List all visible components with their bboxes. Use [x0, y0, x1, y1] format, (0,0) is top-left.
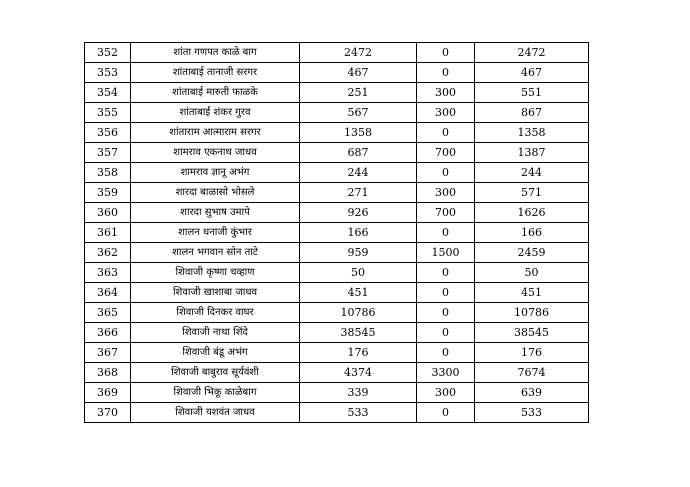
amount-b-cell: 0 — [417, 223, 475, 243]
serial-number-cell: 356 — [85, 123, 131, 143]
total-amount-cell: 2459 — [475, 243, 589, 263]
table-row — [85, 43, 589, 63]
amount-a-cell: 567 — [300, 103, 417, 123]
table-row — [85, 183, 589, 203]
serial-number-cell: 369 — [85, 383, 131, 403]
amount-b-cell: 0 — [417, 323, 475, 343]
total-amount-cell: 7674 — [475, 363, 589, 383]
member-name-cell: शारदा सुभाष उमापे — [131, 203, 300, 223]
serial-number-cell: 357 — [85, 143, 131, 163]
serial-number-cell: 367 — [85, 343, 131, 363]
amount-b-cell: 0 — [417, 163, 475, 183]
member-name-cell: शिवाजी यशवंत जाधव — [131, 403, 300, 423]
amount-a-cell: 687 — [300, 143, 417, 163]
member-name-cell: शिवाजी खाशाबा जाधव — [131, 283, 300, 303]
table-row — [85, 83, 589, 103]
table-row — [85, 203, 589, 223]
amount-b-cell: 300 — [417, 183, 475, 203]
table-row — [85, 323, 589, 343]
total-amount-cell: 533 — [475, 403, 589, 423]
amount-a-cell: 1358 — [300, 123, 417, 143]
ledger-table — [84, 42, 589, 423]
serial-number-cell: 363 — [85, 263, 131, 283]
member-name-cell: शांताराम आत्माराम सरगर — [131, 123, 300, 143]
serial-number-cell: 353 — [85, 63, 131, 83]
member-name-cell: शिवाजी दिनकर वाघर — [131, 303, 300, 323]
serial-number-cell: 366 — [85, 323, 131, 343]
table-row — [85, 403, 589, 423]
serial-number-cell: 359 — [85, 183, 131, 203]
amount-b-cell: 1500 — [417, 243, 475, 263]
amount-a-cell: 4374 — [300, 363, 417, 383]
member-name-cell: शिवाजी बंडू अभंग — [131, 343, 300, 363]
amount-a-cell: 10786 — [300, 303, 417, 323]
amount-b-cell: 0 — [417, 263, 475, 283]
member-name-cell: शारदा बाळासो भोसले — [131, 183, 300, 203]
member-name-cell: शांताबाई मारुती फाळके — [131, 83, 300, 103]
member-name-cell: शामराव ज्ञानू अभंग — [131, 163, 300, 183]
amount-a-cell: 176 — [300, 343, 417, 363]
amount-b-cell: 0 — [417, 123, 475, 143]
serial-number-cell: 354 — [85, 83, 131, 103]
amount-b-cell: 0 — [417, 403, 475, 423]
total-amount-cell: 571 — [475, 183, 589, 203]
amount-a-cell: 959 — [300, 243, 417, 263]
serial-number-cell: 355 — [85, 103, 131, 123]
amount-b-cell: 3300 — [417, 363, 475, 383]
amount-a-cell: 244 — [300, 163, 417, 183]
member-name-cell: शांताबाई शंकर गुरव — [131, 103, 300, 123]
amount-b-cell: 700 — [417, 143, 475, 163]
serial-number-cell: 352 — [85, 43, 131, 63]
member-name-cell: शिवाजी बाबुराव सूर्यवंशी — [131, 363, 300, 383]
table-row — [85, 123, 589, 143]
table-row — [85, 143, 589, 163]
amount-a-cell: 2472 — [300, 43, 417, 63]
member-name-cell: शालन भगवान सोन ताटे — [131, 243, 300, 263]
amount-b-cell: 0 — [417, 63, 475, 83]
table-row — [85, 383, 589, 403]
total-amount-cell: 166 — [475, 223, 589, 243]
table-row — [85, 283, 589, 303]
amount-b-cell: 300 — [417, 103, 475, 123]
amount-a-cell: 38545 — [300, 323, 417, 343]
total-amount-cell: 1387 — [475, 143, 589, 163]
member-name-cell: शिवाजी भिकू काळेबाग — [131, 383, 300, 403]
total-amount-cell: 451 — [475, 283, 589, 303]
amount-b-cell: 0 — [417, 343, 475, 363]
table-row — [85, 103, 589, 123]
total-amount-cell: 50 — [475, 263, 589, 283]
ledger-table-body — [85, 43, 589, 423]
amount-b-cell: 300 — [417, 83, 475, 103]
serial-number-cell: 370 — [85, 403, 131, 423]
member-name-cell: शांताबाई तानाजी सरगर — [131, 63, 300, 83]
total-amount-cell: 176 — [475, 343, 589, 363]
total-amount-cell: 1626 — [475, 203, 589, 223]
total-amount-cell: 244 — [475, 163, 589, 183]
serial-number-cell: 365 — [85, 303, 131, 323]
serial-number-cell: 358 — [85, 163, 131, 183]
member-name-cell: शिवाजी कृष्णा चव्हाण — [131, 263, 300, 283]
table-row — [85, 263, 589, 283]
total-amount-cell: 551 — [475, 83, 589, 103]
total-amount-cell: 10786 — [475, 303, 589, 323]
total-amount-cell: 38545 — [475, 323, 589, 343]
total-amount-cell: 1358 — [475, 123, 589, 143]
amount-a-cell: 339 — [300, 383, 417, 403]
amount-b-cell: 700 — [417, 203, 475, 223]
member-name-cell: शांता गणपत काळे बाग — [131, 43, 300, 63]
total-amount-cell: 467 — [475, 63, 589, 83]
table-row — [85, 243, 589, 263]
amount-a-cell: 926 — [300, 203, 417, 223]
serial-number-cell: 364 — [85, 283, 131, 303]
serial-number-cell: 362 — [85, 243, 131, 263]
amount-b-cell: 0 — [417, 43, 475, 63]
table-row — [85, 63, 589, 83]
table-row — [85, 343, 589, 363]
amount-b-cell: 0 — [417, 303, 475, 323]
amount-b-cell: 300 — [417, 383, 475, 403]
member-name-cell: शालन धनाजी कुंभार — [131, 223, 300, 243]
serial-number-cell: 368 — [85, 363, 131, 383]
total-amount-cell: 639 — [475, 383, 589, 403]
serial-number-cell: 361 — [85, 223, 131, 243]
amount-a-cell: 467 — [300, 63, 417, 83]
amount-a-cell: 251 — [300, 83, 417, 103]
amount-a-cell: 271 — [300, 183, 417, 203]
amount-a-cell: 451 — [300, 283, 417, 303]
member-name-cell: शामराव एकनाथ जाधव — [131, 143, 300, 163]
amount-b-cell: 0 — [417, 283, 475, 303]
amount-a-cell: 166 — [300, 223, 417, 243]
amount-a-cell: 533 — [300, 403, 417, 423]
table-row — [85, 303, 589, 323]
table-row — [85, 223, 589, 243]
member-name-cell: शिवाजी नाथा शिंदे — [131, 323, 300, 343]
table-row — [85, 163, 589, 183]
serial-number-cell: 360 — [85, 203, 131, 223]
total-amount-cell: 867 — [475, 103, 589, 123]
table-row — [85, 363, 589, 383]
total-amount-cell: 2472 — [475, 43, 589, 63]
amount-a-cell: 50 — [300, 263, 417, 283]
